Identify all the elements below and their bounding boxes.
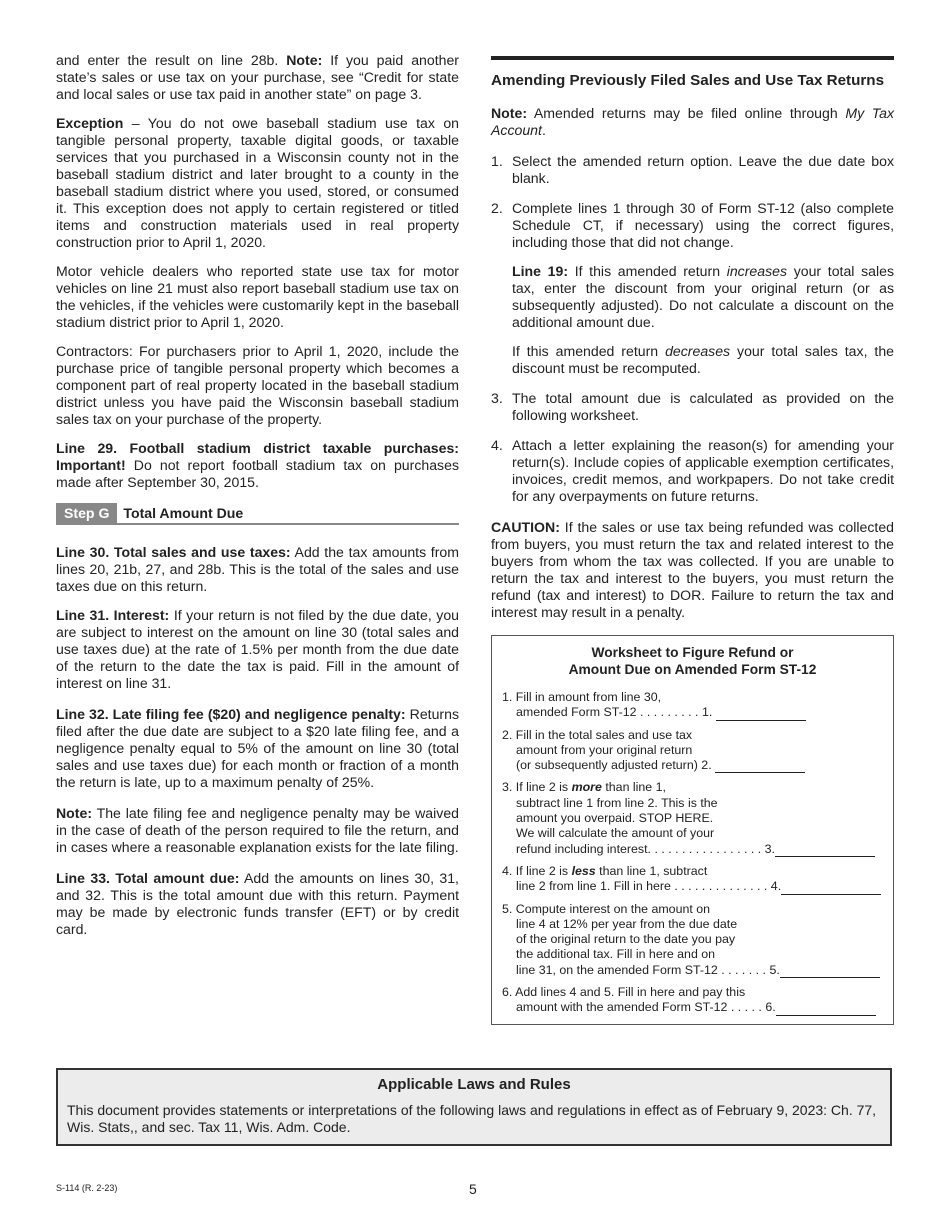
- worksheet-line-2: 2. Fill in the total sales and use tax amount from your original return (or subsequently adjusted return) 2.: [502, 728, 883, 774]
- applicable-laws-box: [56, 1068, 892, 1146]
- worksheet-line-6: 6. Add lines 4 and 5. Fill in here and pay this amount with the amended Form ST-12 . . . . . 6.: [502, 985, 883, 1016]
- paragraph-line29: Line 29. Football stadium district taxable purchases: Important! Do not report football stadium tax on purchases made after September 30, 2015.: [56, 440, 459, 490]
- list-item: 3. The total amount due is calculated as provided on the following worksheet.: [491, 390, 894, 423]
- form-id: S-114 (R. 2-23): [56, 1183, 118, 1193]
- paragraph-line28b: and enter the result on line 28b. Note: If you paid another state’s sales or use tax on your purchase, see “Credit for state and local sales or use tax paid in another state” on page 3.: [56, 52, 459, 102]
- section-rule: [491, 56, 894, 60]
- section-heading: Amending Previously Filed Sales and Use Tax Returns: [491, 72, 885, 89]
- laws-text: This document provides statements or interpretations of the following laws and regulations in effect as of February 9, 2023: Ch. 77, Wis. Stats,, and sec. Tax 11, Wis. Adm. Code.: [67, 1102, 877, 1135]
- paragraph-line30: Line 30. Total sales and use taxes: Add the tax amounts from lines 20, 21b, 27, and 28b. This is the total of the sales and use taxes due on this return.: [56, 544, 459, 594]
- caution-paragraph: CAUTION: If the sales or use tax being refunded was collected from buyers, you must return the tax and related interest to the buyers from whom the tax was collected. If you are unable to return the tax and interest to the buyers, you must return the refund (tax and interest) to DOR. Failure to return the tax and interest may result in a penalty.: [491, 519, 894, 620]
- right-column: [491, 56, 894, 1025]
- worksheet-field-4[interactable]: [781, 881, 881, 895]
- paragraph-motor-vehicle: Motor vehicle dealers who reported state use tax for motor vehicles on line 21 must also report baseball stadium use tax on the vehicles, if the vehicles were customarily kept in the baseball stadium district prior to April 1, 2020.: [56, 263, 459, 330]
- list-item: 2. Complete lines 1 through 30 of Form ST-12 (also complete Schedule CT, if necessary) using the correct figures, including those that did not change. Line 19: If this amended return increases your total sales tax, enter the discount from your original return (or as subsequently adjusted). Do not calculate a discount on the additional amount due. If this amended return decreases your total sales tax, the discount must be recomputed.: [491, 200, 894, 376]
- laws-title: Applicable Laws and Rules: [377, 1076, 571, 1093]
- worksheet-line-5: 5. Compute interest on the amount on line 4 at 12% per year from the due date of the original return to the date you pay the additional tax. Fill in here and on line 31, on the amended Form ST-12 . . . . . . . 5.: [502, 902, 883, 978]
- paragraph-note: Note: The late filing fee and negligence penalty may be waived in the case of death of the person required to file the return, and in cases where a reasonable explanation exists for the late filing.: [56, 805, 460, 855]
- paragraph-contractors: Contractors: For purchasers prior to April 1, 2020, include the purchase price of tangible personal property which becomes a component part of real property located in the baseball stadium district unless you have paid the Wisconsin baseball stadium sales tax on your purchase of the property.: [56, 343, 459, 427]
- worksheet-field-3[interactable]: [775, 843, 875, 857]
- line19-note: Line 19: If this amended return increases your total sales tax, enter the discount from your original return (or as subsequently adjusted). Do not calculate a discount on the additional amount due.: [512, 263, 894, 330]
- page-number: 5: [469, 1181, 477, 1197]
- worksheet-field-5[interactable]: [780, 964, 880, 978]
- step-title: Total Amount Due: [123, 504, 244, 521]
- paragraph-line32: Line 32. Late filing fee ($20) and negligence penalty: Returns filed after the due date are subject to a $20 late filing fee, and a negligence penalty equal to 5% of the amount on line 30 (total sales and use taxes due) for each month or fraction of a month the return is late, up to a maximum penalty of 25%.: [56, 706, 460, 790]
- paragraph-line31: Line 31. Interest: If your return is not filed by the due date, you are subject to interest on the amount on line 30 (total sales and use taxes due) at the rate of 1.5% per month from the due date of the return to the date the tax is paid. Fill in the amount of interest on line 31.: [56, 607, 459, 691]
- worksheet-line-3: 3. If line 2 is more than line 1, subtract line 1 from line 2. This is the amount you overpaid. STOP HERE. We will calculate the amount of your refund including interest. . . . . . . . . . . . . . . . . 3.: [502, 780, 883, 856]
- worksheet-title: Worksheet to Figure Refund or Amount Due on Amended Form ST-12: [568, 645, 817, 677]
- worksheet-field-1[interactable]: [716, 707, 806, 721]
- amend-steps: [491, 153, 894, 505]
- step-g-header: [56, 503, 459, 525]
- decrease-note: If this amended return decreases your total sales tax, the discount must be recomputed.: [512, 343, 894, 376]
- list-item: 1. Select the amended return option. Leave the due date box blank.: [491, 153, 894, 186]
- amended-return-worksheet: [491, 635, 894, 1025]
- worksheet-field-2[interactable]: [715, 759, 805, 773]
- step-tag: Step G: [56, 503, 117, 523]
- list-item: 4. Attach a letter explaining the reason(s) for amending your return(s). Include copies of applicable exemption certificates, invoices, credit memos, and workpapers. Do not take credit for any overpayments on future returns.: [491, 437, 894, 504]
- worksheet-line-4: 4. If line 2 is less than line 1, subtract line 2 from line 1. Fill in here . . . . . . . . . . . . . . 4.: [502, 864, 883, 895]
- worksheet-line-1: 1. Fill in amount from line 30, amended Form ST-12 . . . . . . . . . 1.: [502, 690, 883, 721]
- paragraph-exception: Exception – You do not owe baseball stadium use tax on tangible personal property, taxable digital goods, or taxable services that you purchased in a Wisconsin county not in the baseball stadium district and later brought to a county in the baseball stadium district where you used, stored, or consumed it. This exception does not apply to certain registered or titled items and construction materials used in real property construction prior to April 1, 2020.: [56, 115, 460, 250]
- amend-note: Note: Amended returns may be filed online through My Tax Account.: [491, 105, 894, 138]
- paragraph-line33: Line 33. Total amount due: Add the amounts on lines 30, 31, and 32. This is the total amount due with this return. Payment may be made by electronic funds transfer (EFT) or by credit card.: [56, 870, 459, 937]
- my-tax-account-link[interactable]: My Tax Account: [491, 105, 894, 138]
- worksheet-field-6[interactable]: [776, 1002, 876, 1016]
- left-column: [56, 52, 459, 950]
